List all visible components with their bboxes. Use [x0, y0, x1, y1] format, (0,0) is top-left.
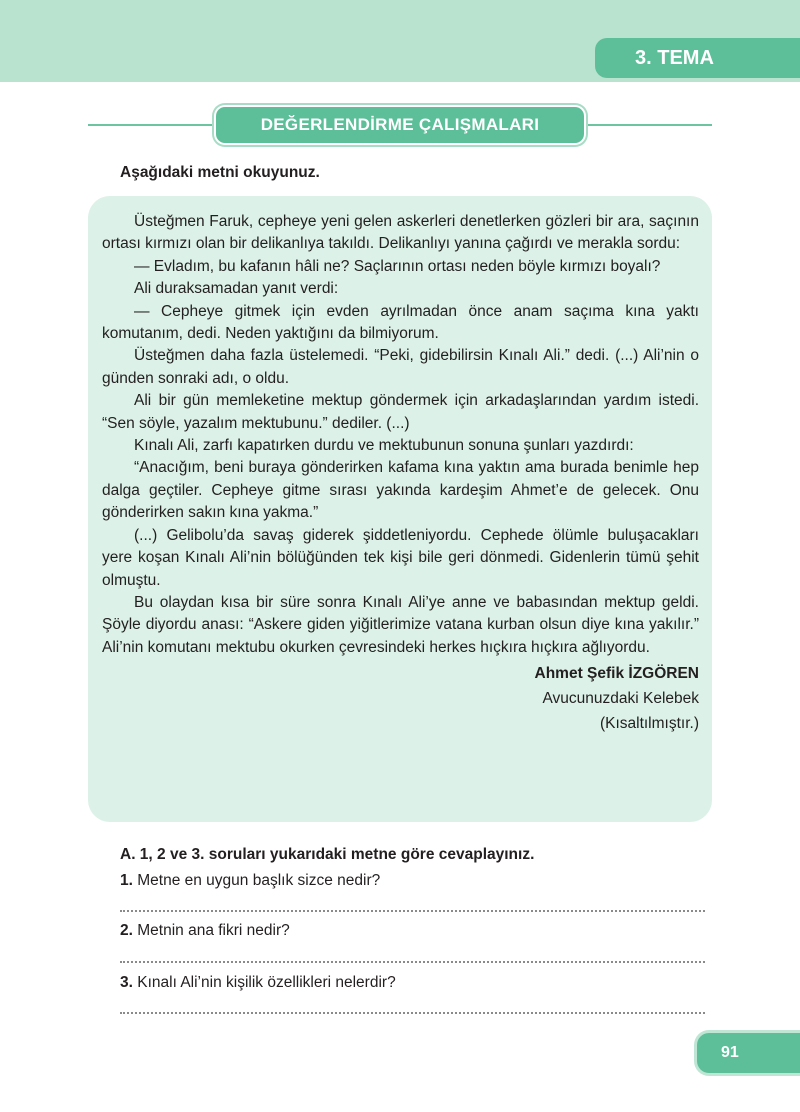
passage-paragraph: — Cepheye gitmek için evden ayrılmadan önce anam saçıma kına yaktı komutanım, dedi. Neden yaktığını da bilmiyorum.	[102, 302, 699, 343]
passage-paragraph: “Anacığım, beni buraya gönderirken kafama kına yaktın ama burada benimle hep dalga geçtiler. Cepheye gitme sırası yakında kardeşim Ahmet’e de gelecek. Onu gönderirken sakın kına yakma.”	[102, 459, 699, 522]
passage-paragraph: Üsteğmen Faruk, cepheye yeni gelen askerleri denetlerken gözleri bir ara, saçının ortası kırmızı olan bir delikanlıya takıldı. Delikanlıyı yanına çağırdı ve merakla sordu:	[102, 213, 699, 253]
tema-tab: 3. TEMA	[595, 38, 800, 78]
question-1	[120, 872, 380, 890]
passage-paragraph: Kınalı Ali, zarfı kapatırken durdu ve mektubunun sonuna şunları yazdırdı:	[134, 437, 634, 455]
section-rule-right	[584, 124, 712, 126]
passage-author: Ahmet Şefik İZGÖREN	[534, 665, 699, 683]
page-number: 91	[697, 1033, 800, 1073]
reading-passage	[88, 196, 712, 822]
question-number: 2.	[120, 922, 133, 939]
passage-paragraph: — Evladım, bu kafanın hâli ne? Saçlarının ortası neden böyle kırmızı boyalı?	[134, 257, 661, 275]
section-rule-left	[88, 124, 218, 126]
passage-paragraph: Ali duraksamadan yanıt verdi:	[134, 280, 339, 298]
question-number: 3.	[120, 974, 133, 991]
passage-paragraph: Üsteğmen daha fazla üstelemedi. “Peki, gidebilirsin Kınalı Ali.” dedi. (...) Ali’nin o günden sonraki adı, o oldu.	[102, 347, 699, 387]
answer-line-2[interactable]	[120, 961, 705, 963]
question-text: Kınalı Ali’nin kişilik özellikleri nelerdir?	[137, 974, 396, 991]
passage-paragraph: Ali bir gün memleketine mektup göndermek için arkadaşlarından yardım istedi. “Sen söyle, yazalım mektubunu.” dediler. (...)	[102, 392, 699, 432]
answer-line-3[interactable]	[120, 1012, 705, 1014]
passage-note: (Kısaltılmıştır.)	[599, 715, 699, 733]
passage-book: Avucunuzdaki Kelebek	[542, 690, 699, 708]
question-number: 1.	[120, 872, 133, 889]
question-text: Metnin ana fikri nedir?	[137, 922, 290, 939]
answer-line-1[interactable]	[120, 910, 705, 912]
question-3	[120, 974, 396, 992]
passage-paragraph: Bu olaydan kısa bir süre sonra Kınalı Ali’ye anne ve babasından mektup geldi. Şöyle diyordu anası: “Askere giden yiğitlerimize vatana kurban olsun diye kına yakılır.” Ali’nin komutanı mektubu okurken çevresindeki herkes hıçkıra hıçkıra ağlıyordu.	[102, 593, 699, 656]
instruction-text: Aşağıdaki metni okuyunuz.	[120, 164, 320, 181]
question-text: Metne en uygun başlık sizce nedir?	[137, 872, 381, 889]
question-2	[120, 922, 290, 940]
section-title: DEĞERLENDİRME ÇALIŞMALARI	[216, 107, 584, 143]
questions-heading: A. 1, 2 ve 3. soruları yukarıdaki metne göre cevaplayınız.	[120, 846, 535, 863]
passage-paragraph: (...) Gelibolu’da savaş giderek şiddetleniyordu. Cephede ölümle buluşacakları yere koşan Kınalı Ali’nin bölüğünden tek kişi bile geri dönmedi. Gidenlerin tümü şehit olmuştu.	[102, 526, 699, 589]
